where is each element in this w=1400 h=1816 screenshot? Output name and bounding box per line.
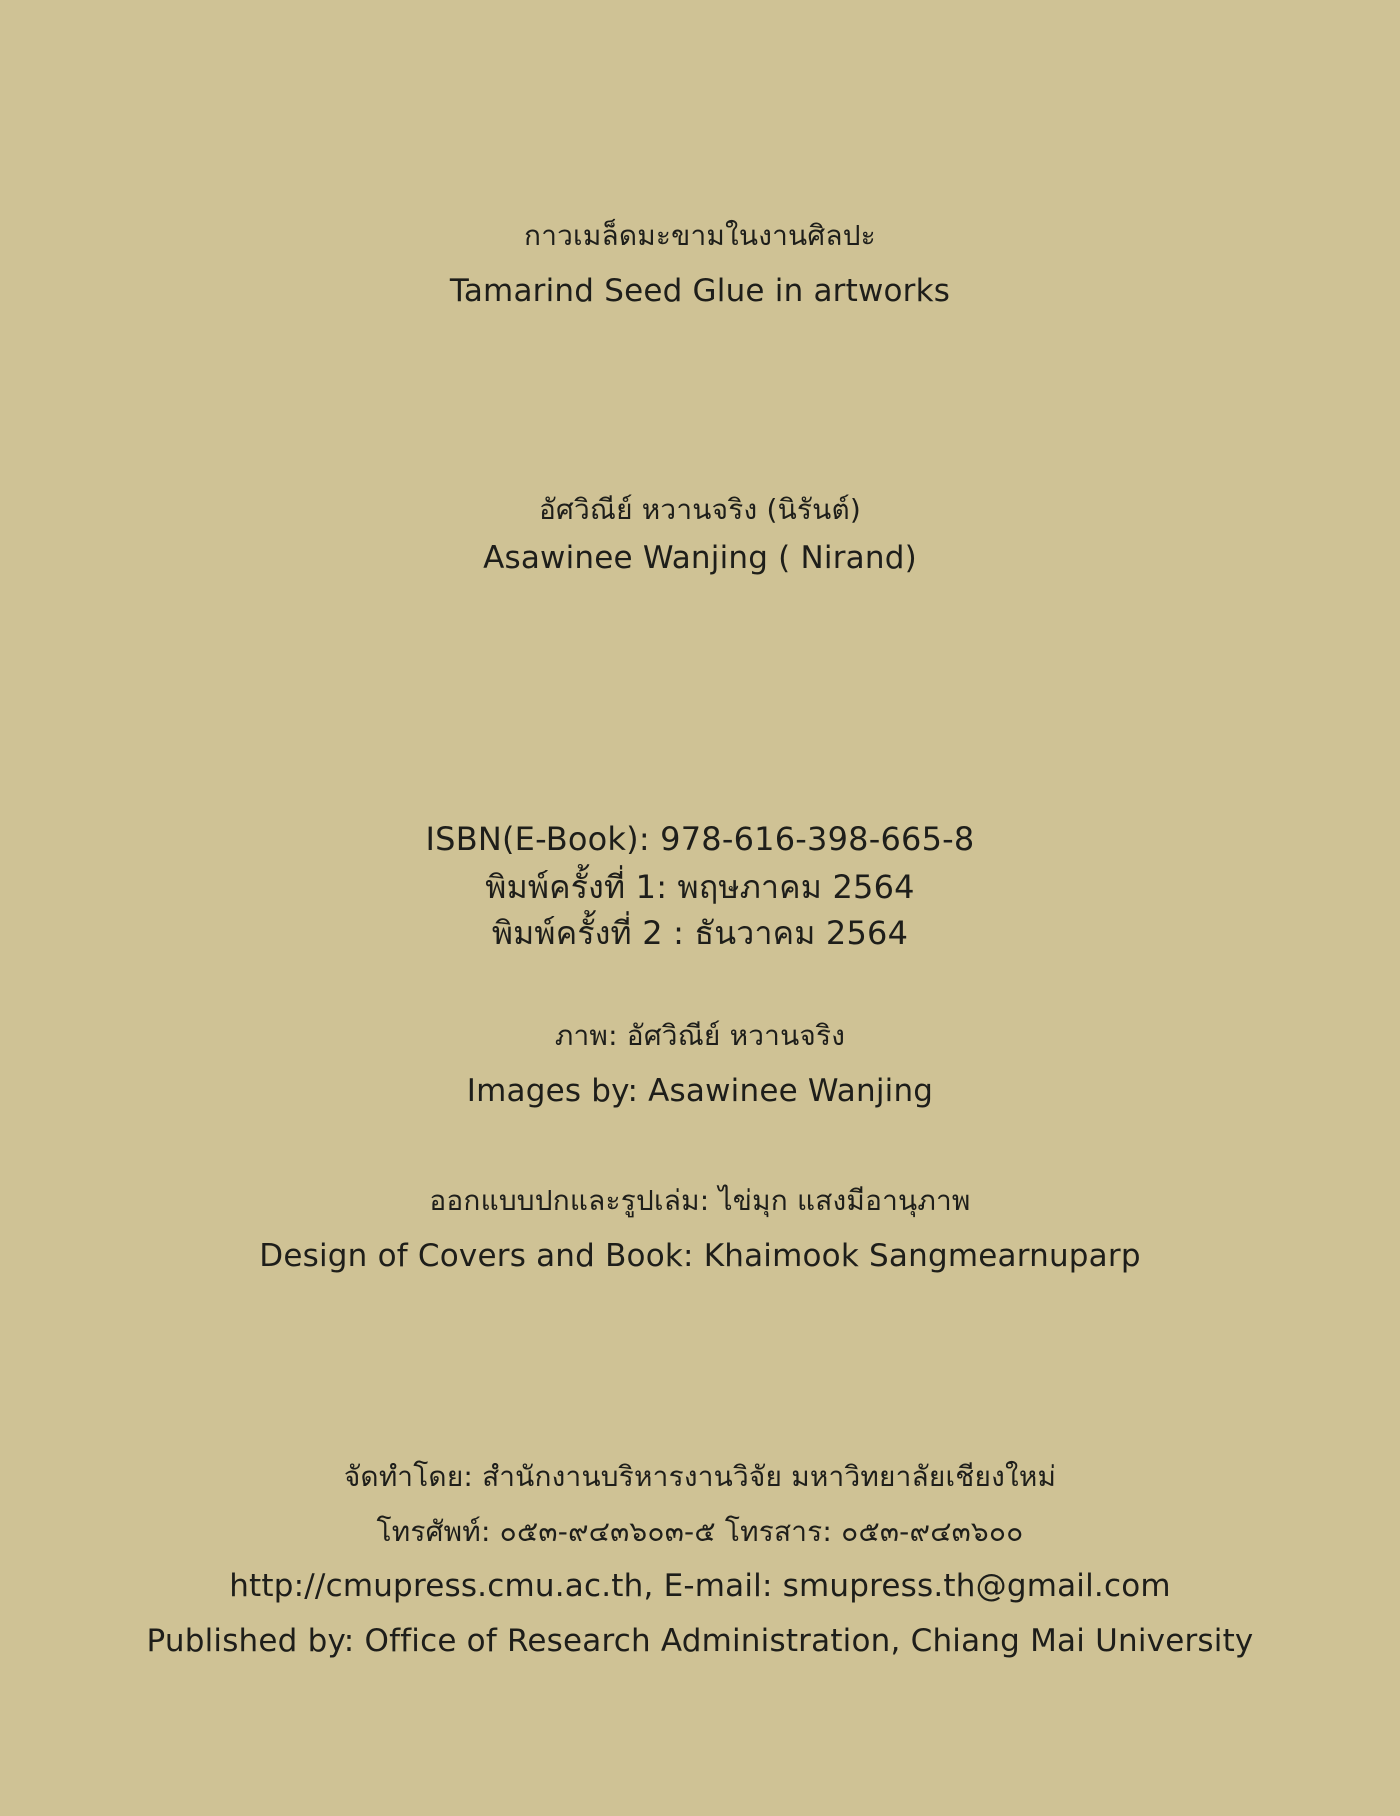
design-credit-english: Design of Covers and Book: Khaimook Sangmearnuparp xyxy=(259,1238,1141,1274)
isbn: ISBN(E-Book): 978-616-398-665-8 xyxy=(425,820,975,858)
author-english: Asawinee Wanjing ( Nirand) xyxy=(483,540,917,576)
design-credit-thai: ออกแบบปกและรูปเล่ม: ไข่มุก แสงมีอานุภาพ xyxy=(429,1184,971,1217)
title-thai: กาวเมล็ดมะขามในงานศิลปะ xyxy=(524,219,876,252)
first-print: พิมพ์ครั้งที่ 1: พฤษภาคม 2564 xyxy=(485,868,915,906)
second-print: พิมพ์ครั้งที่ 2 : ธันวาคม 2564 xyxy=(491,914,909,952)
images-credit-english: Images by: Asawinee Wanjing xyxy=(466,1073,934,1109)
publisher-phone: โทรศัพท์: ๐๕๓-๙๔๓๖๐๓-๕ โทรสาร: ๐๕๓-๙๔๓๖๐๐ xyxy=(376,1515,1024,1548)
publisher-web-email: http://cmupress.cmu.ac.th, E-mail: smupress.th@gmail.com xyxy=(229,1568,1171,1604)
images-credit-thai: ภาพ: อัศวิณีย์ หวานจริง xyxy=(554,1019,846,1052)
publisher-english: Published by: Office of Research Administration, Chiang Mai University xyxy=(146,1623,1254,1659)
publisher-thai: จัดทำโดย: สำนักงานบริหารงานวิจัย มหาวิทยาลัยเชียงใหม่ xyxy=(343,1460,1057,1493)
author-thai: อัศวิณีย์ หวานจริง (นิรันต์) xyxy=(538,493,861,526)
title-english: Tamarind Seed Glue in artworks xyxy=(449,273,951,309)
